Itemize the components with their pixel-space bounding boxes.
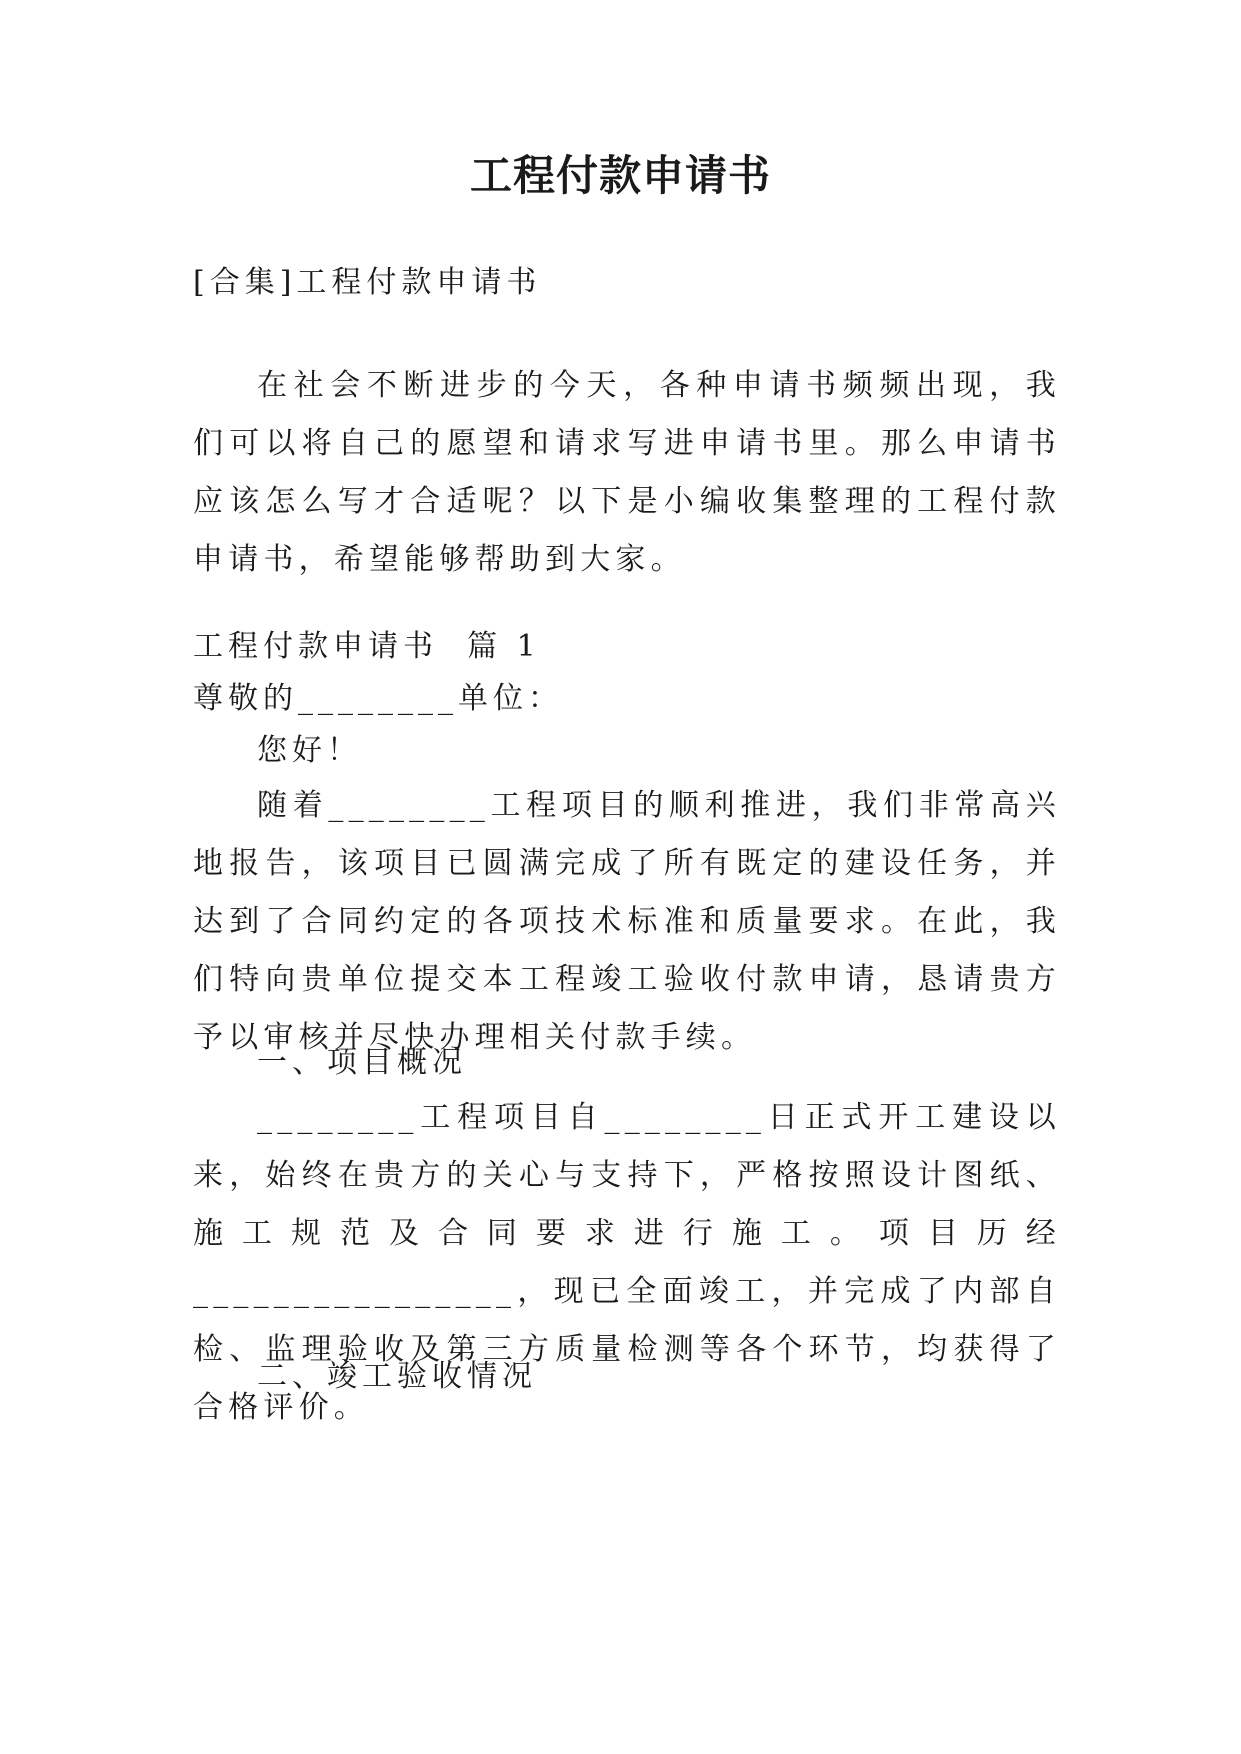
heading-acceptance: 二、竣工验收情况 — [257, 1359, 537, 1394]
heading-project-overview: 一、项目概况 — [257, 1045, 467, 1080]
body-paragraph-2: ________工程项目自________日正式开工建设以来，始终在贵方的关心与支持下，严格按照设计图纸、施工规范及合同要求进行施工。项目历经________________，现已全面竣工，并完成了内部自检、监理验收及第三方质量检测等各个环节，均获得了合格评价。 — [193, 1100, 1061, 1425]
intro-paragraph: 在社会不断进步的今天，各种申请书频频出现，我们可以将自己的愿望和请求写进申请书里。那么申请书应该怎么写才合适呢？以下是小编收集整理的工程付款申请书，希望能够帮助到大家。 — [193, 368, 1061, 577]
salutation: 尊敬的________单位： — [193, 681, 563, 716]
document-title: 工程付款申请书 — [469, 151, 771, 200]
section-heading: 工程付款申请书 篇 1 — [193, 629, 541, 664]
document-subtitle: [合集]工程付款申请书 — [193, 265, 542, 300]
greeting: 您好！ — [257, 733, 362, 768]
body-paragraph-1: 随着________工程项目的顺利推进，我们非常高兴地报告，该项目已圆满完成了所有既定的建设任务，并达到了合同约定的各项技术标准和质量要求。在此，我们特向贵单位提交本工程竣工验收付款申请，恳请贵方予以审核并尽快办理相关付款手续。 — [193, 788, 1061, 1055]
